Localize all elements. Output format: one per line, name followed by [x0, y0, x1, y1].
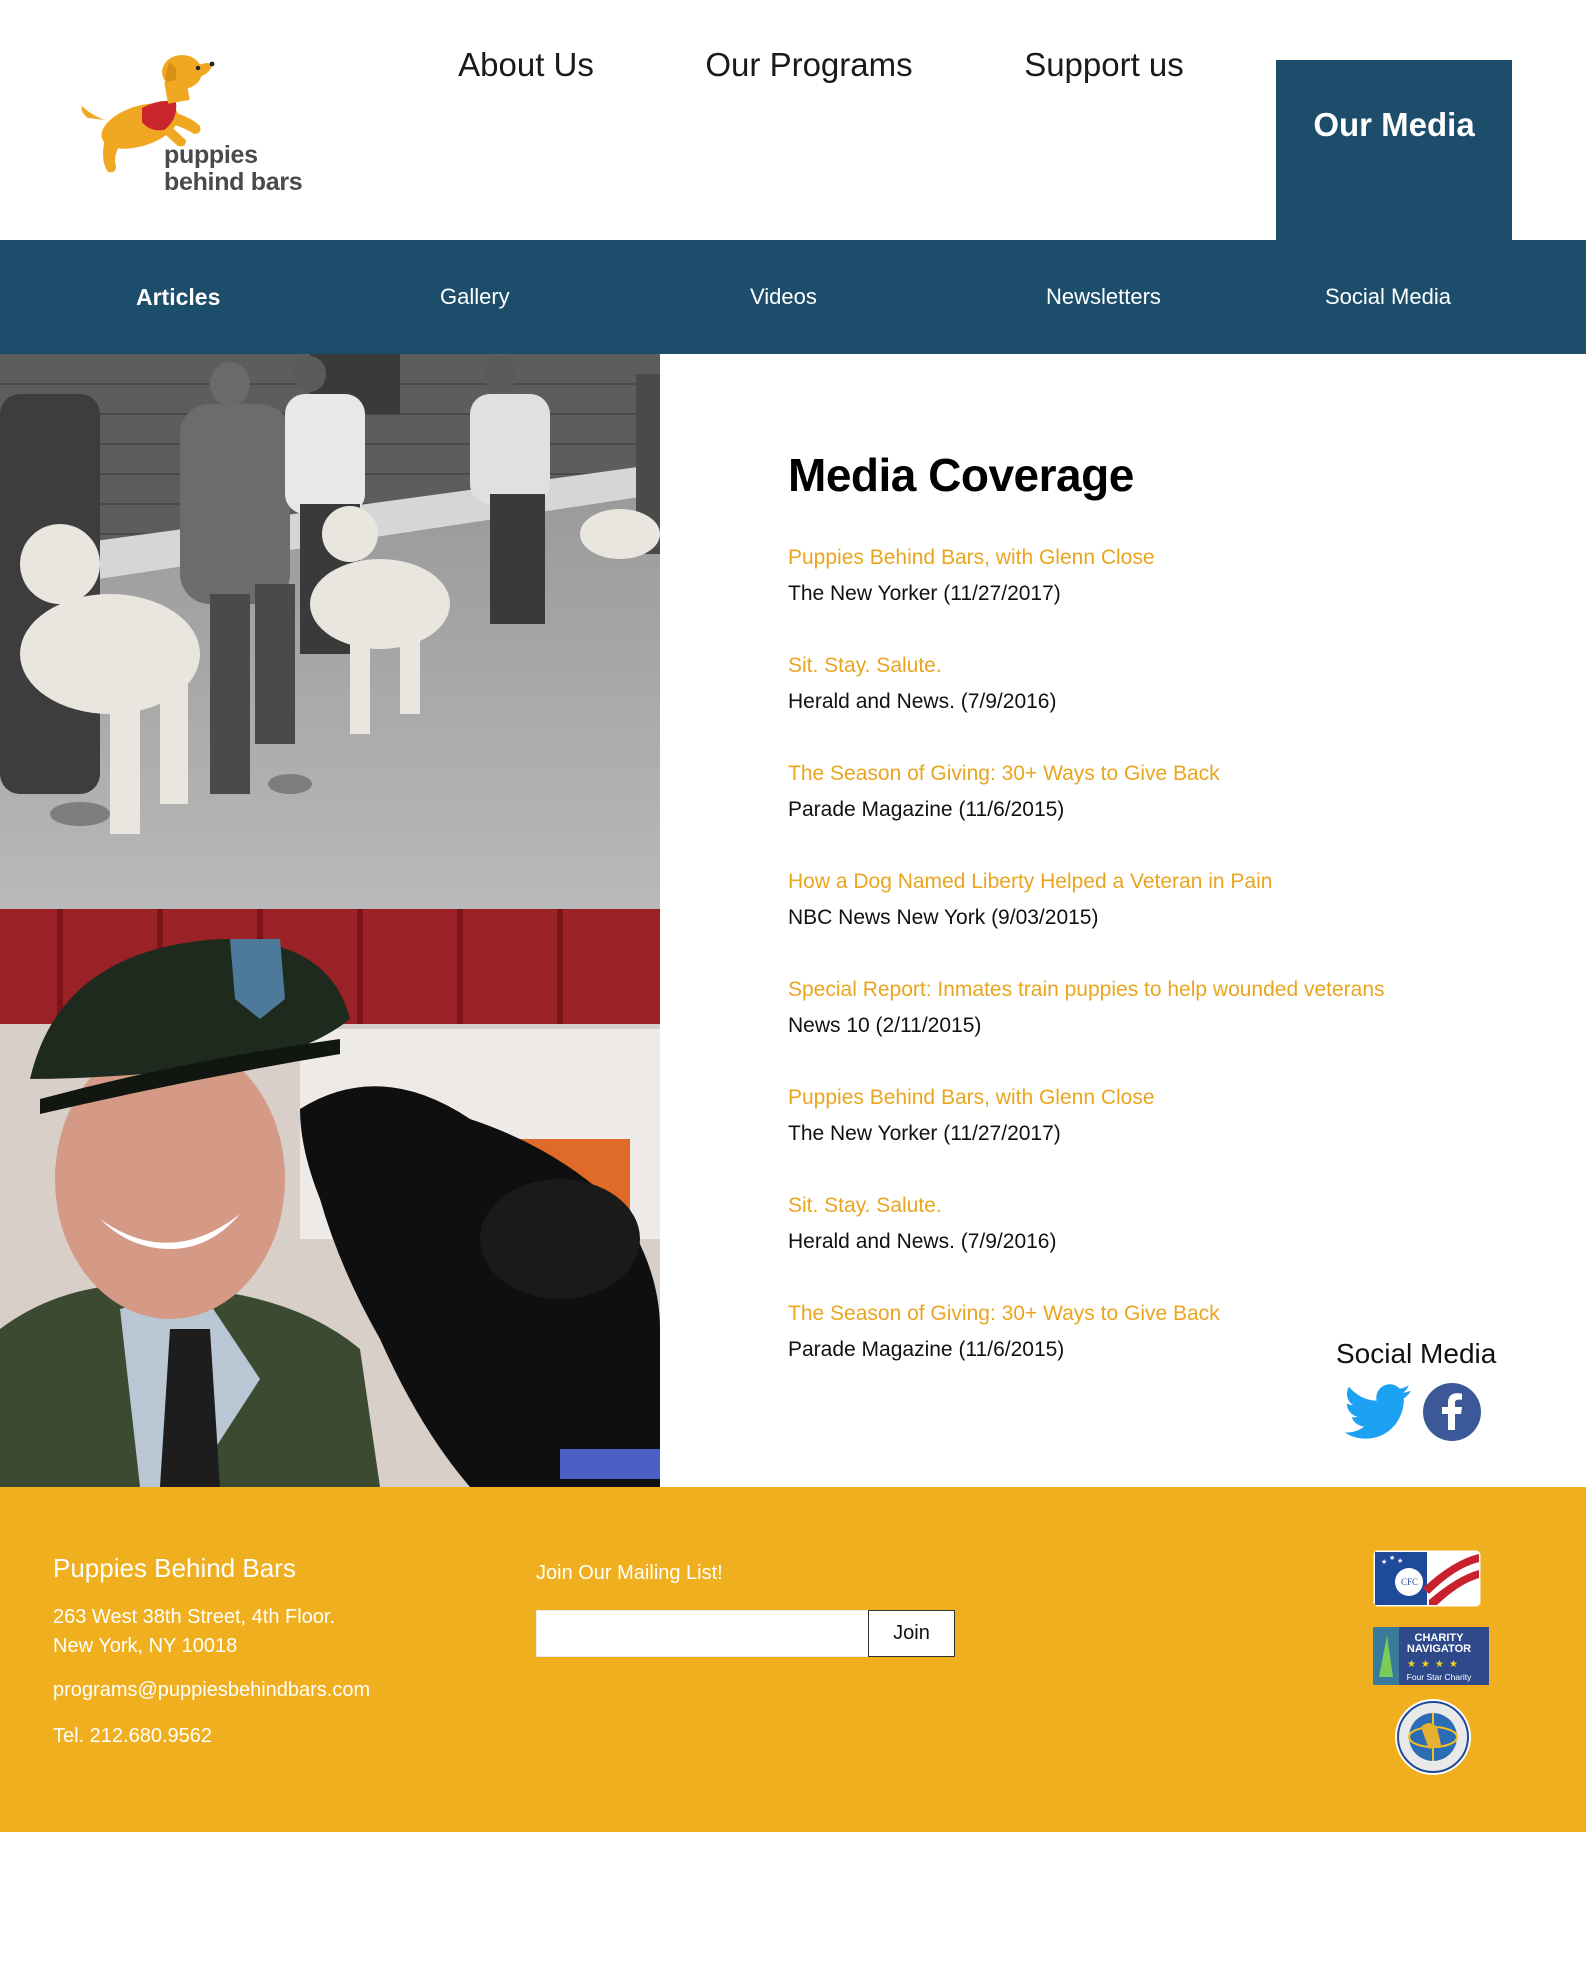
subnav-newsletters[interactable]: Newsletters	[1046, 284, 1161, 309]
nav-our-programs[interactable]: Our Programs	[705, 46, 913, 83]
nav-about-us[interactable]: About Us	[458, 46, 594, 83]
facebook-icon[interactable]	[1422, 1382, 1482, 1442]
mailing-list-label: Join Our Mailing List!	[536, 1562, 723, 1584]
footer-email-link[interactable]: programs@puppiesbehindbars.com	[53, 1679, 371, 1701]
article-item	[788, 1188, 1488, 1260]
footer-address	[53, 1603, 335, 1661]
cfc-badge-icon	[1373, 1550, 1481, 1607]
article-item	[788, 864, 1488, 936]
svg-text:★: ★	[1435, 1659, 1444, 1670]
article-source: Parade Magazine (11/6/2015)	[788, 1338, 1065, 1361]
article-source: The New Yorker (11/27/2017)	[788, 1122, 1061, 1145]
logo-line-2: behind bars	[164, 168, 303, 196]
footer-org-name: Puppies Behind Bars	[53, 1553, 296, 1583]
nav-support-us[interactable]: Support us	[1024, 46, 1184, 83]
photo-inmates-walking-dogs	[0, 354, 660, 909]
subnav-social-media[interactable]: Social Media	[1325, 284, 1451, 309]
article-source: Herald and News. (7/9/2016)	[788, 690, 1057, 713]
footer-address-line-1: 263 West 38th Street, 4th Floor.	[53, 1606, 336, 1628]
photo-inmates-walking-dogs-image	[0, 354, 660, 909]
footer-address-line-2: New York, NY 10018	[53, 1635, 238, 1657]
article-item	[788, 540, 1488, 612]
social-media-title: Social Media	[1336, 1338, 1497, 1369]
article-source: Parade Magazine (11/6/2015)	[788, 798, 1065, 821]
mailing-list-email-input[interactable]	[536, 1610, 869, 1657]
site-logo[interactable]	[78, 50, 318, 200]
subnav-articles[interactable]: Articles	[136, 283, 221, 310]
svg-text:★: ★	[1407, 1659, 1416, 1670]
cfc-badge-text: CFC	[1401, 1577, 1419, 1587]
article-item	[788, 1080, 1488, 1152]
charity-badge-line-2: NAVIGATOR	[1406, 1643, 1472, 1655]
twitter-icon[interactable]	[1344, 1384, 1412, 1440]
article-source: The New Yorker (11/27/2017)	[788, 582, 1061, 605]
article-source: NBC News New York (9/03/2015)	[788, 906, 1099, 929]
article-link[interactable]: The Season of Giving: 30+ Ways to Give Back	[788, 1302, 1220, 1325]
assistance-dogs-badge-icon	[1393, 1697, 1473, 1777]
svg-text:★: ★	[1397, 1558, 1404, 1565]
article-item	[788, 756, 1488, 828]
article-source: Herald and News. (7/9/2016)	[788, 1230, 1057, 1253]
sub-navigation	[0, 240, 1586, 354]
article-item	[788, 972, 1488, 1044]
page-title: Media Coverage	[788, 449, 1134, 501]
social-media-block	[1336, 1338, 1516, 1448]
svg-text:★: ★	[1381, 1559, 1388, 1566]
site-footer	[0, 1487, 1586, 1832]
charity-badge-line-1: CHARITY	[1414, 1632, 1464, 1644]
join-button[interactable]: Join	[868, 1610, 955, 1657]
subnav-gallery[interactable]: Gallery	[440, 284, 510, 309]
footer-phone: Tel. 212.680.9562	[53, 1725, 213, 1747]
social-icons	[1336, 1378, 1516, 1448]
article-source: News 10 (2/11/2015)	[788, 1014, 982, 1037]
svg-text:★: ★	[1421, 1659, 1430, 1670]
photo-veteran-with-dog	[0, 909, 660, 1487]
article-link[interactable]: How a Dog Named Liberty Helped a Veteran in Pain	[788, 870, 1273, 893]
article-link[interactable]: Puppies Behind Bars, with Glenn Close	[788, 1086, 1155, 1109]
nav-our-media[interactable]: Our Media	[1276, 60, 1512, 240]
logo-line-1: puppies	[164, 141, 258, 169]
logo-text	[164, 142, 302, 196]
svg-text:★: ★	[1389, 1555, 1396, 1562]
article-link[interactable]: Special Report: Inmates train puppies to help wounded veterans	[788, 978, 1385, 1001]
article-link[interactable]: Puppies Behind Bars, with Glenn Close	[788, 546, 1155, 569]
article-link[interactable]: Sit. Stay. Salute.	[788, 1194, 942, 1217]
photo-veteran-with-dog-image	[0, 909, 660, 1487]
site-header	[0, 0, 1586, 240]
charity-badge-sub: Four Star Charity	[1406, 1672, 1472, 1682]
media-coverage-section	[788, 448, 1488, 1404]
charity-navigator-badge-icon	[1373, 1627, 1489, 1685]
article-item	[788, 648, 1488, 720]
article-link[interactable]: The Season of Giving: 30+ Ways to Give Back	[788, 762, 1220, 785]
subnav-videos[interactable]: Videos	[750, 284, 817, 309]
svg-text:★: ★	[1449, 1659, 1458, 1670]
article-link[interactable]: Sit. Stay. Salute.	[788, 654, 942, 677]
